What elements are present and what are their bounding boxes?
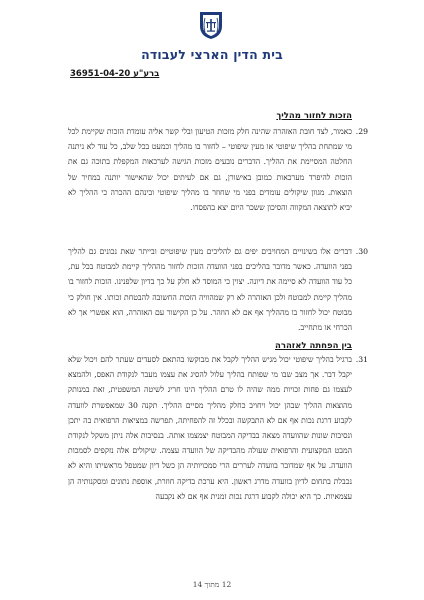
paragraph-29 [68,124,368,215]
court-name: בית הדין הארצי לעבודה [141,47,283,62]
paragraph-text: דברים אלו בשינויים המחויבים יפים גם להליכים מעין שיפוטיים ובייתר שאת נכונים גם להליך בפני הוועדה. כאשר מדובר בהליכים בפני הוועדה הזכות לחזור מההליך קיימת למבוטח בכל עת, כל עוד הוועדה לא סיימה את דיונה. יצוין כי המוסד לא חלק על כך בדיון שלפנינו. הזכות לחזור בו מהליך קיימת למבוטח ולכן האזהרה לא רק שמהוויה הזכות החשובה להבטחת זכותו. אין חולק כי מבוטח יכול לחזור בו מההליך אף אם לא הוזהר. על כן הקישור עם האזהרה, הוא אפשרי אך לא הכרחי או מתחייב. [68,247,352,333]
case-number: ברע"ע 36951-04-20 [70,69,160,79]
page-footer: 12 מתוך 14 [192,580,232,589]
paragraph-text: ברגיל בהליך שיפוטי יכול מגיש ההליך לקבל את מבוקשו בהתאם לסעדים שעתר להם ויכול שלא יקבל דבר. אך מצב שבו מי שפותח בהליך עלול להסיג את עצמו מעבר לנקודת האפס, ולהמצא לעצמו גם פחות זכויות ממה שהיה לו טרם ההליך הינו חריג לשיטה המשפטית, זאת במנותק מהוצאות ההליך שבהן יכול ויחויב כחלק מהליך מסיים ההליך. תקנה 30 שמאפשרת לוועדה לקבוע דרגת נכות אף אם לא התבקשה ובכלל זה להפחיתה, תפרשה במציאות הרפואית בה יתכן ונסיבות שונות שהוועדה מצאה בבדיקה המבוטח יצמצמו אותה. בנסיבות אלה ניתן משקל לנקודת המבט המקצועית והרפואית שעולה מהבדיקה של הוועדה עצמה. שיקולים אלה נזקפים לסמכות הוועדה. על אף שמדובר בוועדה לעררים הרי סמכויותיה הן כשל דיון שמטפל מראשיתו והיא לא נכבלת בתחום לדיון בוועדה מדרג ראשון. היא ערכת בדיקה חוזרת, אוספת נתונים ומסקנותיה הן עצמאיות. כך היא יכולה לקבוע דרגת נכות זמנית אף אם לא נקבעה [68,355,352,501]
paragraph-number: 29. [355,127,368,136]
paragraph-number: 30. [355,247,368,256]
paragraph-30 [68,244,368,335]
section-heading-reduction-warning: בין הפחתה לאזהרה [275,341,352,351]
section-heading-right-to-withdraw: הזכות לחזור מהליך [276,111,352,121]
paragraph-text: כאמור, לצד חובת האזהרה שהינה חלק מזכות הטיעון ובלי קשר אליה עומדת הזכות שקיימת לכל מי שמתחת בהליך שיפוטי או מעין שיפוטי – לחזור בו מהליך וכמעט בכל שלב, כל עוד לא ניתנה החלטה המסיימת את ההליך. הדברים נובעים מזכות הגישה לערכאות המקפלת בתוכה גם את הזכות להיפרד מערכאות כמובן באישורן, גם אם לעיתים יכול שהאישור יותנה במחיר של הוצאות. מגוון שיקולים עומדים בפני מי שחוזר בו מהליך שיפוטי ובינהם ההכרה כי ההליך לא יביא לתוצאה המקווה והסיכון ששכר היום יצא בהפסדו. [68,127,352,213]
state-emblem-icon [197,10,225,40]
paragraph-31 [68,352,368,504]
paragraph-number: 31. [355,355,368,364]
